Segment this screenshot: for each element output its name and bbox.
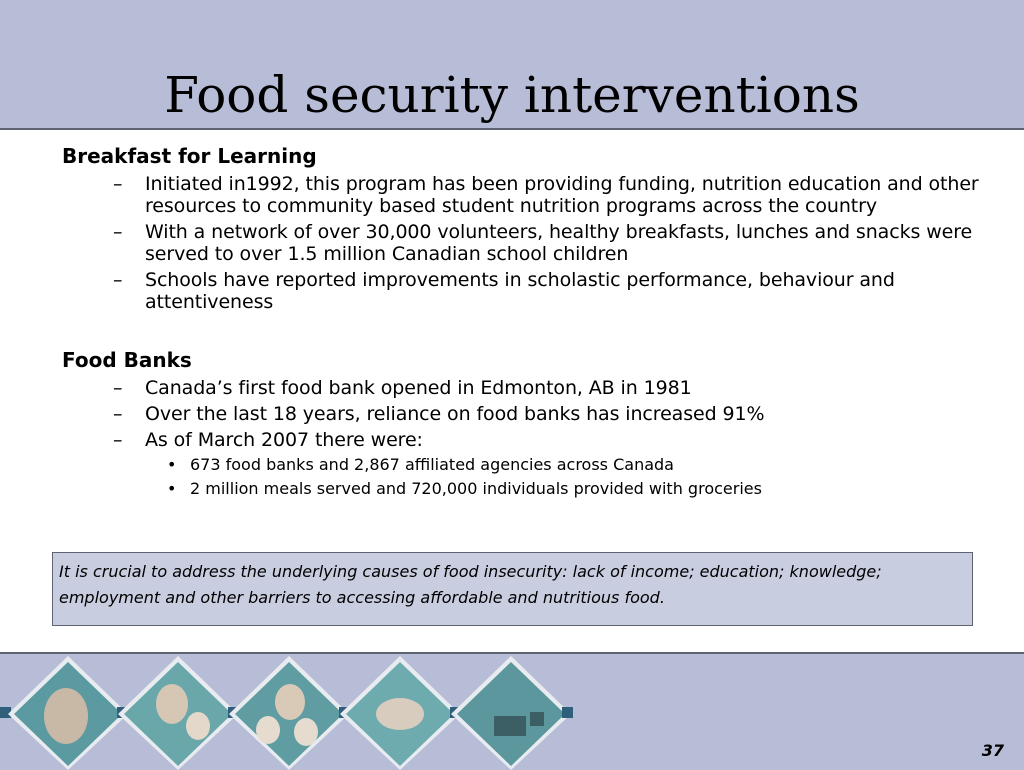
dash-bullet-icon: –	[113, 377, 123, 399]
dot-bullet-icon: •	[167, 479, 177, 498]
callout-text: It is crucial to address the underlying causes of food insecurity: lack of income; education; knowledge; employment and other barriers to accessing affordable and nutritious food.	[59, 562, 882, 607]
bullet-item	[62, 269, 982, 313]
slide-title: Food security interventions	[164, 66, 860, 124]
photo-diamond-elderly-woman-icon	[8, 656, 128, 770]
page-number: 37	[981, 741, 1004, 760]
sub-bullet-text: 673 food banks and 2,867 affiliated agencies across Canada	[190, 455, 674, 474]
sub-bullet-item	[62, 455, 982, 475]
bullet-item	[62, 403, 982, 425]
photo-diamond-grandparents-icon	[229, 656, 349, 770]
dash-bullet-icon: –	[113, 173, 123, 195]
sub-bullet-item	[62, 479, 982, 499]
bullet-item	[62, 221, 982, 265]
photo-diamond-traffic-icon	[451, 656, 571, 770]
title-band	[0, 0, 1024, 130]
callout-box	[52, 552, 973, 626]
footer-band	[0, 652, 1024, 770]
bullet-text: As of March 2007 there were:	[145, 429, 423, 451]
dash-bullet-icon: –	[113, 403, 123, 425]
dash-bullet-icon: –	[113, 269, 123, 291]
bullet-item	[62, 429, 982, 451]
square-marker-icon	[562, 707, 573, 718]
bullet-text: Canada’s first food bank opened in Edmonton, AB in 1981	[145, 377, 692, 399]
photo-diamond-family-icon	[118, 656, 238, 770]
sub-bullet-text: 2 million meals served and 720,000 individuals provided with groceries	[190, 479, 762, 498]
slide-body	[62, 143, 982, 499]
section-spacer	[62, 313, 982, 347]
bullet-text: Initiated in1992, this program has been providing funding, nutrition education and other resources to community based student nutrition programs across the country	[145, 173, 979, 217]
photo-diamond-strip	[0, 654, 640, 770]
photo-diamond-hands-icon	[340, 656, 460, 770]
section-heading-breakfast: Breakfast for Learning	[62, 144, 317, 168]
square-marker-icon	[0, 707, 11, 718]
bullet-text: Schools have reported improvements in scholastic performance, behaviour and attentiveness	[145, 269, 895, 313]
bullet-text: Over the last 18 years, reliance on food banks has increased 91%	[145, 403, 765, 425]
section-heading-food-banks: Food Banks	[62, 348, 192, 372]
bullet-item	[62, 173, 982, 217]
dash-bullet-icon: –	[113, 221, 123, 243]
dash-bullet-icon: –	[113, 429, 123, 451]
bullet-text: With a network of over 30,000 volunteers, healthy breakfasts, lunches and snacks were served to over 1.5 million Canadian school children	[145, 221, 973, 265]
dot-bullet-icon: •	[167, 455, 177, 474]
bullet-item	[62, 377, 982, 399]
